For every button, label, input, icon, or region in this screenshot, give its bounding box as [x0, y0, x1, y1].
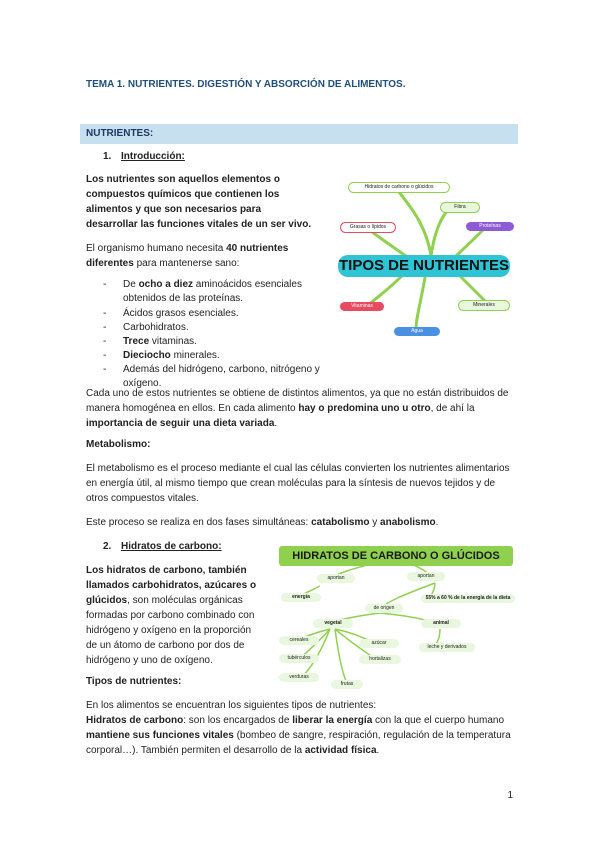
- node-leche: leche y derivados: [419, 643, 475, 652]
- page-number: 1: [507, 790, 513, 801]
- node-vegetal: vegetal: [313, 619, 353, 628]
- node-de-origen: de origen: [365, 604, 403, 613]
- list-item: - Dieciocho minerales.: [103, 349, 333, 363]
- node-energia: energía: [281, 593, 321, 602]
- list-item: - Trece vitaminas.: [103, 335, 333, 349]
- node-cereales: cereales: [279, 636, 319, 645]
- list-item: - Carbohidratos.: [103, 321, 333, 335]
- node-aportan-right: aportan: [407, 572, 445, 581]
- node-hidratos: Hidratos de carbono o glúcidos: [348, 182, 450, 193]
- tipos-heading: Tipos de nutrientes:: [86, 676, 182, 687]
- section-number: 1.: [103, 151, 112, 162]
- node-verduras: verduras: [279, 673, 319, 682]
- fases-paragraph: Este proceso se realiza en dos fases simultáneas: catabolismo y anabolismo.: [86, 517, 439, 528]
- section-heading-hidratos: [103, 541, 222, 552]
- list-item: - De ocho a diez aminoácidos esenciales obtenidos de las proteínas.: [103, 278, 333, 306]
- tipos-hidratos-paragraph: Hidratos de carbono: son los encargados de liberar la energía con la que el cuerpo humano mantiene sus funciones vitales (bombeo de sangre, respiración, regulación de la temperatura corporal…). También permiten el desarrollo de la actividad física.: [86, 715, 511, 756]
- intro-paragraph: El organismo humano necesita 40 nutrientes diferentes para mantenerse sano:: [86, 243, 289, 269]
- section-band: [80, 124, 518, 144]
- list-item: - Ácidos grasos esenciales.: [103, 307, 333, 321]
- section-band-label: NUTRIENTES:: [86, 128, 154, 139]
- section-heading-label: Introducción:: [121, 151, 185, 162]
- list-item: - Además del hidrógeno, carbono, nitrógeno y oxígeno.: [103, 363, 333, 391]
- node-aportan-left: aportan: [317, 574, 355, 583]
- center-label: TIPOS DE NUTRIENTES: [338, 257, 510, 274]
- nutrient-list: [103, 278, 333, 391]
- node-minerales: Minerales: [458, 300, 510, 311]
- node-tuberculos: tubérculos: [279, 654, 319, 663]
- node-vitaminas: Vitaminas: [340, 302, 384, 311]
- tipos-nutrientes-mindmap: [336, 172, 516, 342]
- node-agua: Agua: [394, 327, 440, 336]
- node-porcentaje: 55% a 60 % de la energía de la dieta: [421, 594, 515, 603]
- node-grasas: Grasas o lípidos: [340, 222, 396, 233]
- intro-lead: Los nutrientes son aquellos elementos o compuestos químicos que contienen los alimentos y que son necesarios para desarrollar las funciones vitales de un ser vivo.: [86, 174, 312, 230]
- node-azucar: azúcar: [359, 639, 399, 648]
- node-center: [338, 255, 510, 277]
- section-number: 2.: [103, 541, 112, 552]
- section-heading-introduccion: [103, 151, 185, 162]
- metabolismo-heading: Metabolismo:: [86, 439, 151, 450]
- tipos-intro: En los alimentos se encuentran los siguientes tipos de nutrientes:: [86, 700, 377, 711]
- node-proteinas: Proteínas: [466, 222, 514, 231]
- hidratos-paragraph: Los hidratos de carbono, también llamados carbohidratos, azúcares o glúcidos, son moléculas orgánicas formadas por carbono combinado con hidrógeno y oxígeno en la proporción de un átomo de carbono por dos de hidrógeno y uno de oxígeno.: [86, 565, 257, 666]
- metabolismo-paragraph: El metabolismo es el proceso mediante el cual las células convierten los nutrientes alimentarios en energía útil, al mismo tiempo que crean moléculas para la síntesis de nuevos tejidos y de otros compuestos vitales.: [86, 463, 510, 504]
- section-heading-label: Hidratos de carbono:: [121, 541, 222, 552]
- document-title: TEMA 1. NUTRIENTES. DIGESTIÓN Y ABSORCIÓN DE ALIMENTOS.: [86, 79, 406, 90]
- node-animal: animal: [421, 619, 461, 628]
- node-hortalizas: hortalizas: [359, 655, 401, 664]
- map2-title-box: [279, 546, 513, 566]
- node-fibra: Fibra: [440, 202, 480, 213]
- distribution-paragraph: Cada uno de estos nutrientes se obtiene de distintos alimentos, ya que no están distribuidos de manera homogénea en ellos. En cada alimento hay o predomina uno u otro, de ahí la importancia de seguir una dieta variada.: [86, 388, 509, 429]
- map2-title: HIDRATOS DE CARBONO O GLÚCIDOS: [292, 550, 500, 562]
- node-frutas: frutas: [331, 680, 363, 689]
- hidratos-mindmap: [275, 541, 517, 691]
